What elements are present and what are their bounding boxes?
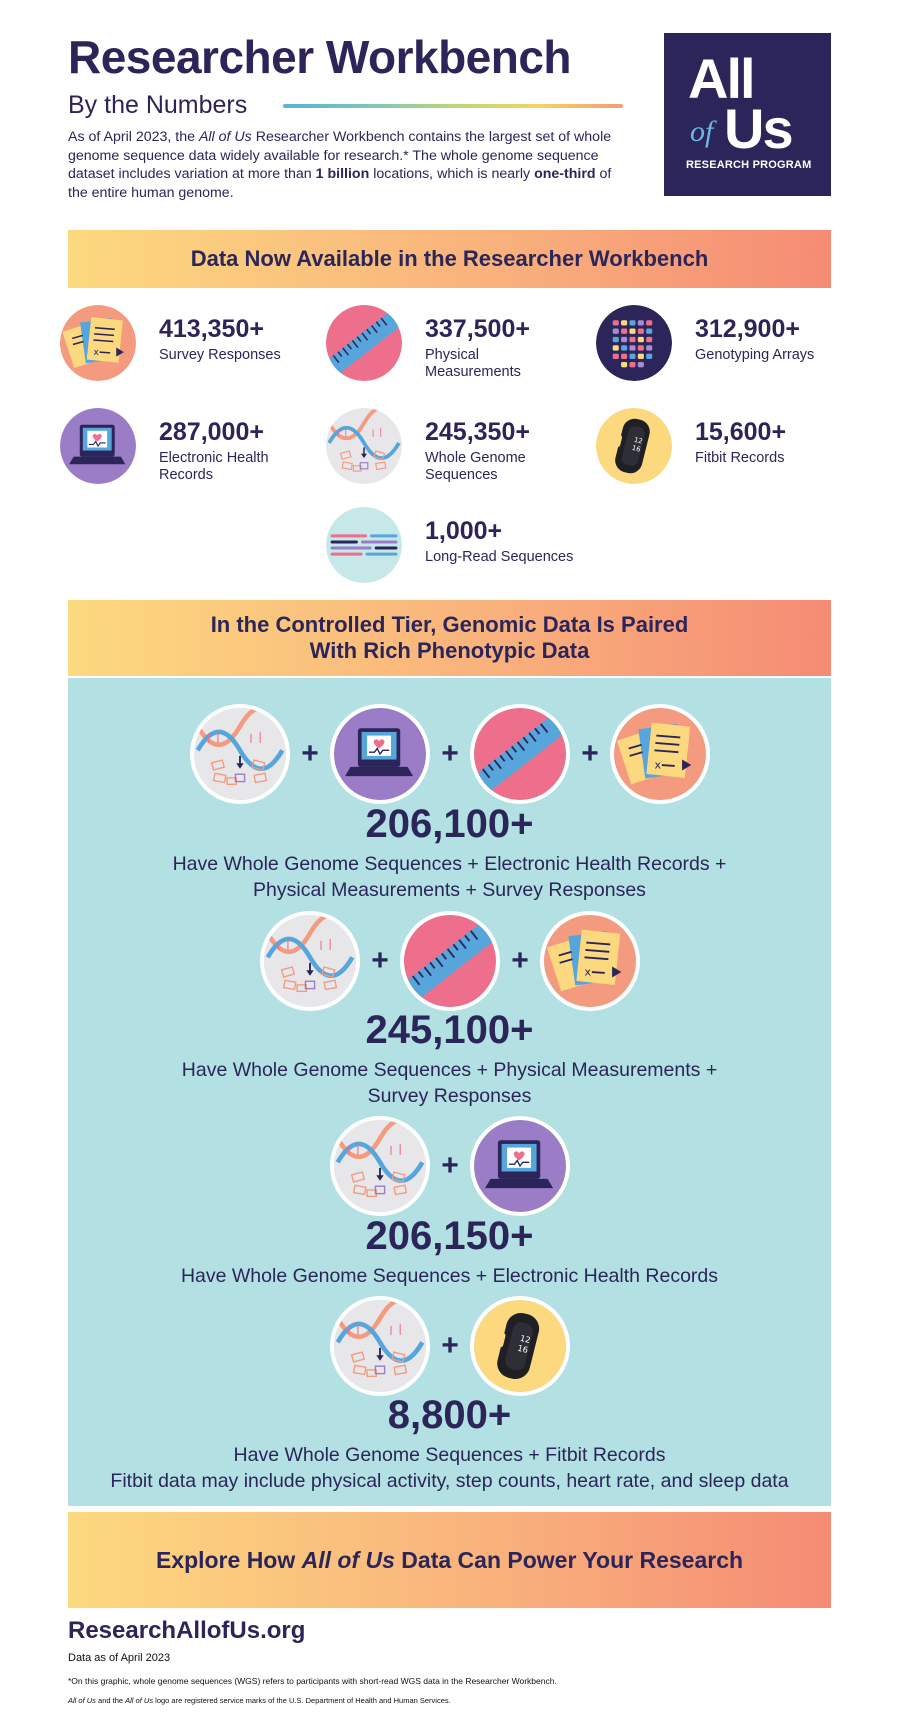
combo-2-line1: Have Whole Genome Sequences + Physical Measurements +	[181, 1059, 718, 1081]
stat-value: 312,900+	[695, 315, 800, 343]
dna-icon	[190, 704, 290, 804]
dna-icon	[330, 1116, 430, 1216]
combo-1-value: 206,100+	[365, 802, 534, 846]
combo-3-icons	[330, 1116, 570, 1216]
survey-icon	[610, 704, 710, 804]
all-of-us-logo	[664, 33, 831, 196]
survey-icon	[60, 305, 136, 381]
stat-value: 413,350+	[159, 315, 264, 343]
combo-4-value: 8,800+	[387, 1393, 512, 1437]
page-subtitle: By the Numbers	[68, 91, 248, 119]
laptop-ehr-icon	[330, 704, 430, 804]
combo-1-icons	[190, 704, 710, 804]
stat-label: Long-Read Sequences	[425, 549, 574, 565]
dna-icon	[326, 408, 402, 484]
ruler-icon	[326, 305, 402, 381]
plus-sign: +	[581, 737, 599, 770]
combo-3-value: 206,150+	[365, 1214, 534, 1258]
long-read-icon	[326, 507, 402, 583]
stat-value: 15,600+	[695, 418, 787, 446]
stat-label: Survey Responses	[159, 347, 281, 363]
logo-us-text: Us	[724, 97, 792, 160]
combo-2-icons	[260, 911, 640, 1011]
stat-label: Whole Genome Sequences	[425, 450, 526, 483]
combo-4-line1: Have Whole Genome Sequences + Fitbit Records	[233, 1444, 666, 1466]
logo-all-text: All	[688, 47, 754, 110]
plus-sign: +	[301, 737, 319, 770]
combo-1-line1: Have Whole Genome Sequences + Electronic Health Records +	[172, 853, 727, 875]
rainbow-divider	[283, 104, 623, 108]
plus-sign: +	[441, 1149, 459, 1182]
controlled-tier-panel	[68, 678, 831, 1506]
dna-icon	[330, 1296, 430, 1396]
controlled-heading-line1: In the Controlled Tier, Genomic Data Is Paired	[210, 612, 689, 637]
stat-value: 1,000+	[425, 517, 503, 545]
combo-2-value: 245,100+	[365, 1008, 534, 1052]
laptop-ehr-icon	[60, 408, 136, 484]
plus-sign: +	[371, 944, 389, 977]
survey-icon	[540, 911, 640, 1011]
stat-label: Electronic Health Records	[159, 450, 269, 483]
stat-label: Genotyping Arrays	[695, 347, 815, 363]
stat-value: 337,500+	[425, 315, 530, 343]
combo-3-line1: Have Whole Genome Sequences + Electronic Health Records	[180, 1265, 719, 1287]
data-as-of-note: Data as of April 2023	[68, 1652, 171, 1664]
trademark-note: All of Us and the All of Us logo are registered service marks of the U.S. Department of Health and Human Services.	[68, 1696, 451, 1705]
plus-sign: +	[511, 944, 529, 977]
stat-value: 245,350+	[425, 418, 530, 446]
controlled-heading-line2: With Rich Phenotypic Data	[309, 638, 590, 663]
controlled-tier-heading	[68, 600, 831, 676]
combo-2-line2: Survey Responses	[367, 1085, 532, 1107]
intro-paragraph: As of April 2023, the All of Us Researcher Workbench contains the largest set of whole genome sequence data widely available for research.* The whole genome sequence dataset includes variation at more than 1 billion locations, which is nearly one-third of the entire human genome.	[68, 129, 612, 201]
stat-value: 287,000+	[159, 418, 264, 446]
logo-of-text: of	[690, 115, 714, 148]
fitbit-icon	[596, 408, 672, 484]
explore-cta-banner[interactable]: Explore How All of Us Data Can Power Your Research	[68, 1512, 831, 1608]
available-heading: Data Now Available in the Researcher Workbench	[68, 230, 831, 288]
genotyping-array-icon	[596, 305, 672, 381]
wgs-footnote: *On this graphic, whole genome sequences (WGS) refers to participants with short-read WGS data in the Researcher Workbench.	[68, 1676, 557, 1686]
combo-4-icons	[330, 1296, 570, 1396]
combo-4-line2: Fitbit data may include physical activity, step counts, heart rate, and sleep data	[110, 1470, 789, 1492]
ruler-icon	[470, 704, 570, 804]
stat-label: Fitbit Records	[695, 450, 785, 466]
fitbit-icon	[470, 1296, 570, 1396]
logo-program-text: RESEARCH PROGRAM	[686, 159, 812, 171]
dna-icon	[260, 911, 360, 1011]
ruler-icon	[400, 911, 500, 1011]
laptop-ehr-icon	[470, 1116, 570, 1216]
page-title: Researcher Workbench	[68, 31, 572, 83]
combo-1-line2: Physical Measurements + Survey Responses	[253, 879, 646, 901]
stat-label: Physical Measurements	[425, 347, 521, 380]
plus-sign: +	[441, 737, 459, 770]
plus-sign: +	[441, 1329, 459, 1362]
website-link[interactable]: ResearchAllofUs.org	[68, 1617, 306, 1644]
